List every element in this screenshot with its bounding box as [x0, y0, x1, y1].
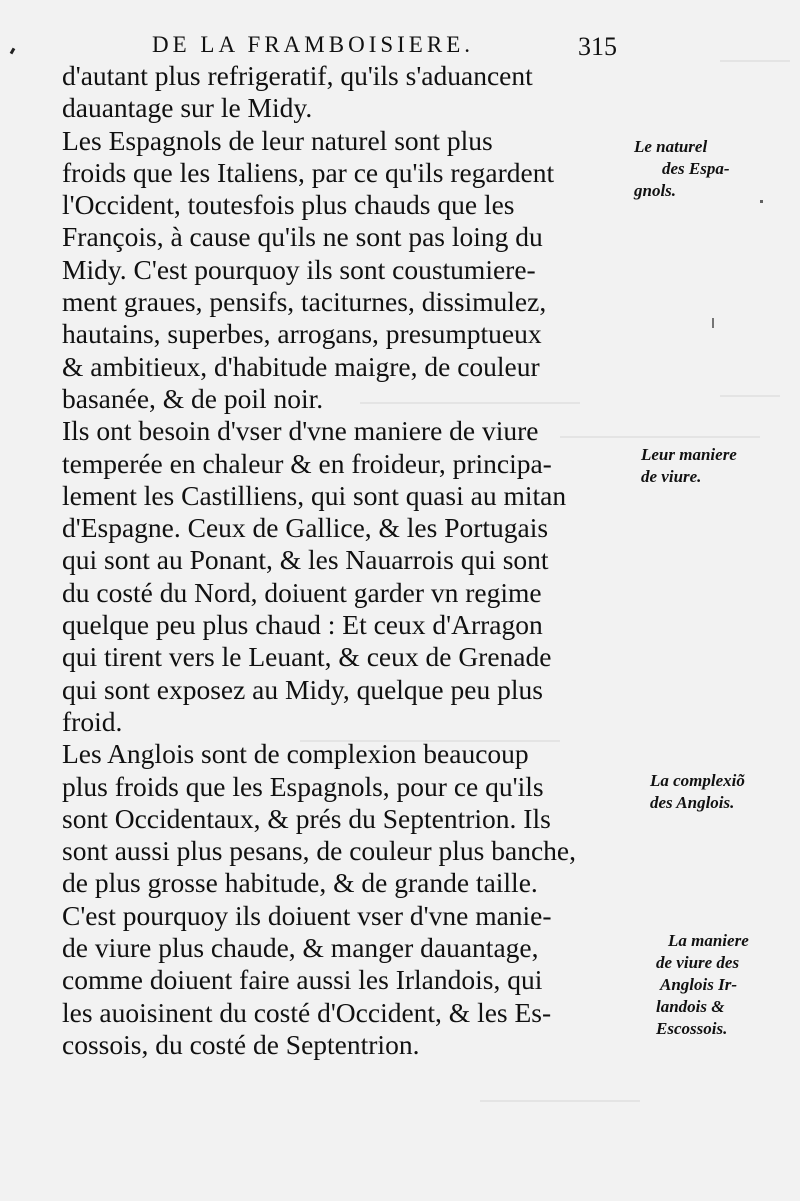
- body-text: [62, 60, 652, 1061]
- text-line: comme doiuent faire aussi les Irlandois, qui: [62, 964, 543, 996]
- text-line: Les Espagnols de leur naturel sont plus: [62, 124, 493, 156]
- text-line: de viure plus chaude, & manger dauantage,: [62, 932, 539, 964]
- text-line: du costé du Nord, doiuent garder vn regime: [62, 576, 542, 608]
- text-line: qui sont au Ponant, & les Nauarrois qui sont: [62, 544, 549, 576]
- text-line: qui sont exposez au Midy, quelque peu plus: [62, 673, 543, 705]
- text-line: dauantage sur le Midy.: [62, 92, 313, 124]
- running-head: DE LA FRAMBOISIERE.: [152, 32, 474, 57]
- text-line: l'Occident, toutesfois plus chauds que les: [62, 189, 515, 221]
- text-line: cossois, du costé de Septentrion.: [62, 1028, 420, 1060]
- text-line: froids que les Italiens, par ce qu'ils regardent: [62, 156, 555, 188]
- text-line: Ils ont besoin d'vser d'vne maniere de viure: [62, 415, 539, 447]
- page-number: 315: [578, 32, 617, 61]
- text-line: d'Espagne. Ceux de Gallice, & les Portugais: [62, 512, 549, 544]
- text-line: sont Occidentaux, & prés du Septentrion. Ils: [62, 802, 551, 834]
- text-line: Midy. C'est pourquoy ils sont coustumiere-: [62, 253, 536, 285]
- text-line: de plus grosse habitude, & de grande taille.: [62, 867, 538, 899]
- text-line: d'autant plus refrigeratif, qu'ils s'aduancent: [62, 60, 533, 91]
- text-line: basanée, & de poil noir.: [62, 382, 324, 414]
- text-line: lement les Castilliens, qui sont quasi au mitan: [62, 479, 567, 511]
- text-line: sont aussi plus pesans, de couleur plus banche,: [62, 835, 577, 867]
- text-line: plus froids que les Espagnols, pour ce qu'ils: [62, 770, 544, 802]
- text-line: quelque peu plus chaud : Et ceux d'Arragon: [62, 609, 543, 641]
- text-line: François, à cause qu'ils ne sont pas loing du: [62, 221, 543, 253]
- text-line: froid.: [62, 705, 123, 737]
- margin-note-complexion-anglois: La complexiõ des Anglois.: [650, 771, 745, 812]
- text-line: les auoisinent du costé d'Occident, & les Es-: [62, 996, 552, 1028]
- margin-note-maniere-viure: Leur maniere de viure.: [641, 445, 737, 486]
- paper-speck: [760, 200, 763, 203]
- margin-note-naturel-espagnols: Le naturel des Espa- gnols.: [634, 137, 730, 200]
- text-line: ment graues, pensifs, taciturnes, dissimulez,: [62, 286, 547, 318]
- text-line: Les Anglois sont de complexion beaucoup: [62, 738, 529, 770]
- paper-speck: [712, 318, 714, 328]
- text-line: temperée en chaleur & en froideur, principa-: [62, 447, 552, 479]
- text-line: qui tirent vers le Leuant, & ceux de Grenade: [62, 641, 552, 673]
- text-line: & ambitieux, d'habitude maigre, de couleur: [62, 350, 540, 382]
- margin-note-maniere-anglois: La maniere de viure des Anglois Ir- landois & Escossois.: [656, 931, 749, 1038]
- text-line: hautains, superbes, arrogans, presumptueux: [62, 318, 542, 350]
- text-line: C'est pourquoy ils doiuent vser d'vne manie-: [62, 899, 552, 931]
